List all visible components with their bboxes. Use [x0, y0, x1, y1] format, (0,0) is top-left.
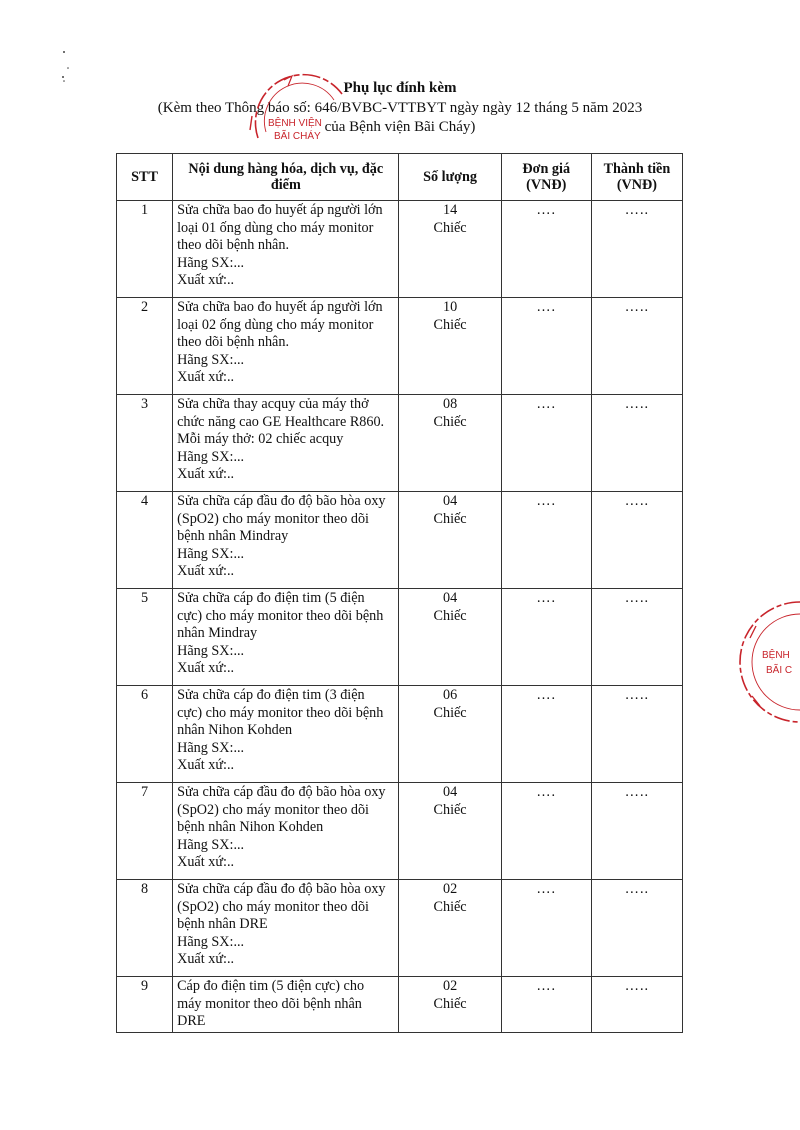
quantity-value: 04 — [442, 590, 458, 606]
row-quantity — [399, 880, 501, 977]
row-unit-price: …. — [501, 298, 591, 395]
row-stt: 7 — [117, 783, 173, 880]
row-content-line: (SpO2) cho máy monitor theo dõi — [177, 801, 369, 818]
row-total: ….. — [591, 880, 682, 977]
table-row — [117, 977, 683, 1033]
row-quantity — [399, 201, 501, 298]
row-content-line: Xuất xứ:.. — [177, 466, 235, 483]
row-content-line: Xuất xứ:.. — [177, 660, 235, 677]
quantity-value: 06 — [442, 687, 458, 703]
quantity-unit: Chiếc — [433, 704, 467, 721]
row-content-line: Sửa chữa bao đo huyết áp người lớn — [177, 202, 383, 218]
row-content — [173, 492, 399, 589]
goods-table — [116, 153, 683, 1033]
row-content-line: Xuất xứ:.. — [177, 272, 235, 289]
table-row — [117, 783, 683, 880]
quantity-value: 02 — [442, 978, 458, 994]
row-content — [173, 977, 399, 1033]
row-content-line: nhân Mindray — [177, 625, 258, 642]
row-total: ….. — [591, 977, 682, 1033]
row-total: ….. — [591, 492, 682, 589]
row-content-line: Mỗi máy thở: 02 chiếc acquy — [177, 431, 344, 448]
row-content-line: bệnh nhân Mindray — [177, 528, 289, 545]
table-row — [117, 395, 683, 492]
document-title: Phụ lục đính kèm — [343, 80, 457, 96]
header-total: Thành tiền (VNĐ) — [591, 154, 682, 201]
row-content-line: Sửa chữa cáp đầu đo độ bão hòa oxy — [177, 881, 386, 897]
table-header-row — [117, 154, 683, 201]
row-content-line: Hãng SX:... — [177, 739, 245, 756]
row-total: ….. — [591, 686, 682, 783]
quantity-unit: Chiếc — [433, 801, 467, 818]
row-unit-price: …. — [501, 201, 591, 298]
side-stamp-text-line-1: BỆNH — [762, 650, 790, 661]
row-content — [173, 395, 399, 492]
row-total: ….. — [591, 783, 682, 880]
header-quantity: Số lượng — [399, 154, 501, 201]
table-row — [117, 589, 683, 686]
quantity-unit: Chiếc — [433, 316, 467, 333]
row-content-line: Xuất xứ:.. — [177, 563, 235, 580]
quantity-unit: Chiếc — [433, 219, 467, 236]
row-content-line: Cáp đo điện tim (5 điện cực) cho — [177, 978, 365, 994]
row-content-line: chức năng cao GE Healthcare R860. — [177, 413, 385, 430]
row-content-line: theo dõi bệnh nhân. — [177, 237, 289, 254]
scan-specks — [60, 48, 72, 84]
row-quantity — [399, 395, 501, 492]
side-stamp-text-line-2: BÃI C — [766, 665, 793, 676]
row-content-line: Sửa chữa cáp đo điện tim (3 điện — [177, 687, 365, 703]
row-unit-price: …. — [501, 686, 591, 783]
quantity-unit: Chiếc — [433, 898, 467, 915]
row-content-line: cực) cho máy monitor theo dõi bệnh — [177, 607, 384, 624]
document-subtitle — [0, 99, 800, 137]
row-unit-price: …. — [501, 783, 591, 880]
row-unit-price: …. — [501, 589, 591, 686]
row-stt: 2 — [117, 298, 173, 395]
stamp-text-line-1: BỆNH VIỆN — [268, 118, 322, 129]
header-stt: STT — [117, 154, 173, 201]
table-row — [117, 880, 683, 977]
row-content-line: Hãng SX:... — [177, 254, 245, 271]
row-content-line: bệnh nhân DRE — [177, 916, 268, 933]
row-unit-price: …. — [501, 492, 591, 589]
row-content-line: Sửa chữa cáp đầu đo độ bão hòa oxy — [177, 784, 386, 800]
row-stt: 1 — [117, 201, 173, 298]
row-content-line: Sửa chữa cáp đo điện tim (5 điện — [177, 590, 365, 606]
row-content-line: nhân Nihon Kohden — [177, 722, 293, 739]
row-content-line: Hãng SX:... — [177, 448, 245, 465]
hospital-stamp-partial — [730, 598, 800, 728]
row-content-line: cực) cho máy monitor theo dõi bệnh — [177, 704, 384, 721]
row-content-line: Hãng SX:... — [177, 836, 245, 853]
row-content-line: bệnh nhân Nihon Kohden — [177, 819, 324, 836]
row-content-line: Xuất xứ:.. — [177, 854, 235, 871]
quantity-unit: Chiếc — [433, 995, 467, 1012]
row-total: ….. — [591, 298, 682, 395]
row-content-line: DRE — [177, 1013, 206, 1030]
quantity-value: 08 — [442, 396, 458, 412]
row-unit-price: …. — [501, 395, 591, 492]
row-quantity — [399, 977, 501, 1033]
row-content — [173, 783, 399, 880]
row-quantity — [399, 492, 501, 589]
quantity-unit: Chiếc — [433, 607, 467, 624]
row-stt: 4 — [117, 492, 173, 589]
row-quantity — [399, 589, 501, 686]
row-stt: 9 — [117, 977, 173, 1033]
row-content-line: loại 01 ống dùng cho máy monitor — [177, 219, 374, 236]
header-content: Nội dung hàng hóa, dịch vụ, đặc điểm — [173, 154, 399, 201]
row-content-line: Sửa chữa cáp đầu đo độ bão hòa oxy — [177, 493, 386, 509]
row-stt: 5 — [117, 589, 173, 686]
row-content-line: Sửa chữa thay acquy của máy thở — [177, 396, 369, 412]
row-content-line: Hãng SX:... — [177, 545, 245, 562]
row-total: ….. — [591, 201, 682, 298]
row-total: ….. — [591, 395, 682, 492]
row-content-line: (SpO2) cho máy monitor theo dõi — [177, 510, 369, 527]
quantity-value: 10 — [442, 299, 458, 315]
row-content-line: Xuất xứ:.. — [177, 757, 235, 774]
quantity-unit: Chiếc — [433, 413, 467, 430]
table-row — [117, 492, 683, 589]
row-content-line: Hãng SX:... — [177, 351, 245, 368]
row-content — [173, 298, 399, 395]
row-stt: 3 — [117, 395, 173, 492]
quantity-value: 04 — [442, 784, 458, 800]
row-stt: 8 — [117, 880, 173, 977]
row-quantity — [399, 783, 501, 880]
row-quantity — [399, 686, 501, 783]
row-content — [173, 589, 399, 686]
row-unit-price: …. — [501, 880, 591, 977]
quantity-unit: Chiếc — [433, 510, 467, 527]
row-content-line: theo dõi bệnh nhân. — [177, 334, 289, 351]
table-row — [117, 201, 683, 298]
hospital-stamp — [244, 68, 356, 160]
row-total: ….. — [591, 589, 682, 686]
table-row — [117, 298, 683, 395]
row-content-line: Hãng SX:... — [177, 933, 245, 950]
row-content-line: Xuất xứ:.. — [177, 369, 235, 386]
row-content-line: Hãng SX:... — [177, 642, 245, 659]
row-content-line: Xuất xứ:.. — [177, 951, 235, 968]
table-row — [117, 686, 683, 783]
row-stt: 6 — [117, 686, 173, 783]
row-content — [173, 880, 399, 977]
row-content-line: Sửa chữa bao đo huyết áp người lớn — [177, 299, 383, 315]
row-content-line: loại 02 ống dùng cho máy monitor — [177, 316, 374, 333]
row-content-line: (SpO2) cho máy monitor theo dõi — [177, 898, 369, 915]
quantity-value: 04 — [442, 493, 458, 509]
header-unit-price: Đơn giá (VNĐ) — [501, 154, 591, 201]
stamp-text-line-2: BÃI CHÁY — [274, 131, 321, 142]
subtitle-line-1: (Kèm theo Thông báo số: 646/BVBC-VTTBYT ngày ngày 12 tháng 5 năm 2023 — [157, 100, 643, 116]
row-unit-price: …. — [501, 977, 591, 1033]
row-content — [173, 686, 399, 783]
row-content-line: máy monitor theo dõi bệnh nhân — [177, 995, 362, 1012]
quantity-value: 14 — [442, 202, 458, 218]
quantity-value: 02 — [442, 881, 458, 897]
row-content — [173, 201, 399, 298]
row-quantity — [399, 298, 501, 395]
subtitle-line-2: của Bệnh viện Bãi Cháy) — [324, 119, 476, 135]
